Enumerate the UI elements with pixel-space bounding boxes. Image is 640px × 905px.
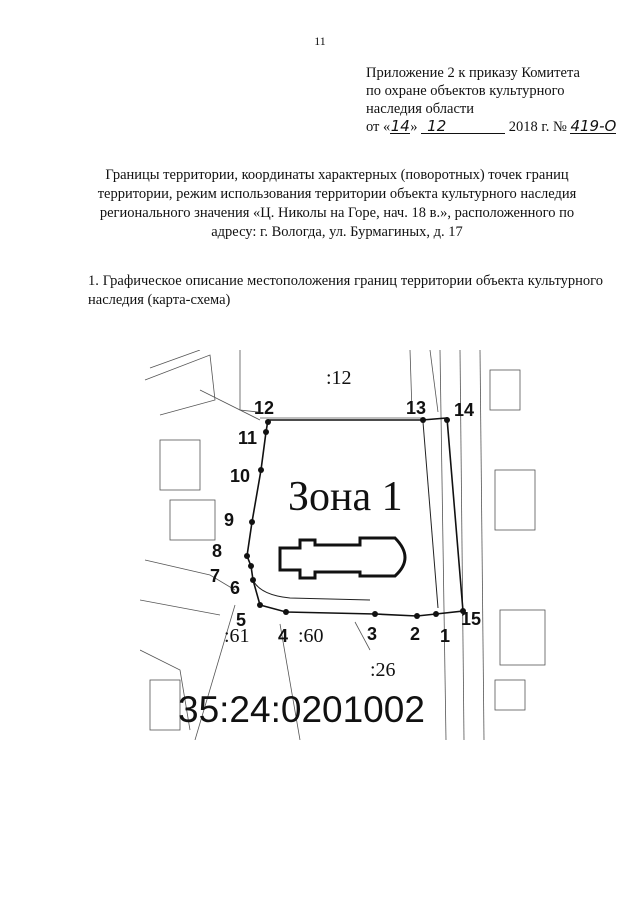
- parcel-label-61: :61: [224, 625, 250, 647]
- section-1-heading: 1. Графическое описание местоположения границ территории объекта культурного наследия (карта-схема): [88, 273, 603, 308]
- parcel-label-60: :60: [298, 625, 324, 647]
- label-point-2: 2: [410, 624, 421, 644]
- point-8: [244, 553, 250, 559]
- date-prefix: от «: [366, 119, 391, 135]
- point-7: [248, 563, 254, 569]
- site-map: [140, 350, 560, 740]
- label-point-8: 8: [212, 541, 223, 561]
- date-year: 2018 г. №: [508, 119, 567, 135]
- point-14: [444, 417, 450, 423]
- label-point-5: 5: [236, 610, 247, 630]
- label-point-6: 6: [230, 578, 241, 598]
- annex-line-3: наследия области: [366, 101, 475, 117]
- date-month: 12: [421, 119, 505, 134]
- document-title: [62, 166, 612, 242]
- annex-line-1: Приложение 2 к приказу Комитета: [366, 65, 580, 81]
- label-point-1: 1: [440, 626, 451, 646]
- parcel-label-26: :26: [370, 659, 396, 681]
- annex-line-2: по охране объектов культурного: [366, 83, 565, 99]
- title-line-2: территории, режим использования территории объекта культурного наследия: [97, 186, 577, 202]
- title-line-3: регионального значения «Ц. Николы на Горе, нач. 18 в.», расположенного по: [99, 205, 575, 221]
- point-3: [372, 611, 378, 617]
- label-point-3: 3: [367, 624, 378, 644]
- inner-boundary-line: [423, 422, 438, 608]
- point-12: [265, 419, 271, 425]
- label-point-4: 4: [278, 626, 289, 646]
- label-point-10: 10: [230, 466, 251, 486]
- inner-curve: [253, 580, 370, 600]
- label-point-9: 9: [224, 510, 235, 530]
- label-point-13: 13: [406, 398, 427, 418]
- page-number: 11: [314, 34, 326, 48]
- point-4: [283, 609, 289, 615]
- label-point-11: 11: [238, 428, 258, 448]
- point-11: [263, 429, 269, 435]
- point-6: [250, 577, 256, 583]
- zone-label: Зона 1: [288, 474, 403, 520]
- title-line-1: Границы территории, координаты характерных (поворотных) точек границ: [105, 167, 569, 183]
- label-point-15: 15: [461, 609, 482, 629]
- church-footprint: [280, 538, 405, 578]
- point-1: [433, 611, 439, 617]
- label-point-14: 14: [454, 400, 475, 420]
- point-5: [257, 602, 263, 608]
- cadastral-quarter-label: 35:24:0201002: [178, 689, 425, 730]
- point-9: [249, 519, 255, 525]
- title-line-4: адресу: г. Вологда, ул. Бурмагиных, д. 17: [211, 224, 463, 240]
- point-10: [258, 467, 264, 473]
- label-point-12: 12: [254, 398, 275, 418]
- date-mid: »: [410, 119, 418, 135]
- annex-header: [366, 64, 636, 136]
- date-day: 14: [390, 117, 410, 135]
- order-number: 419-О: [570, 117, 617, 135]
- point-2: [414, 613, 420, 619]
- parcel-label-12: :12: [326, 367, 352, 389]
- label-point-7: 7: [210, 566, 221, 586]
- annex-date-line: [366, 118, 636, 136]
